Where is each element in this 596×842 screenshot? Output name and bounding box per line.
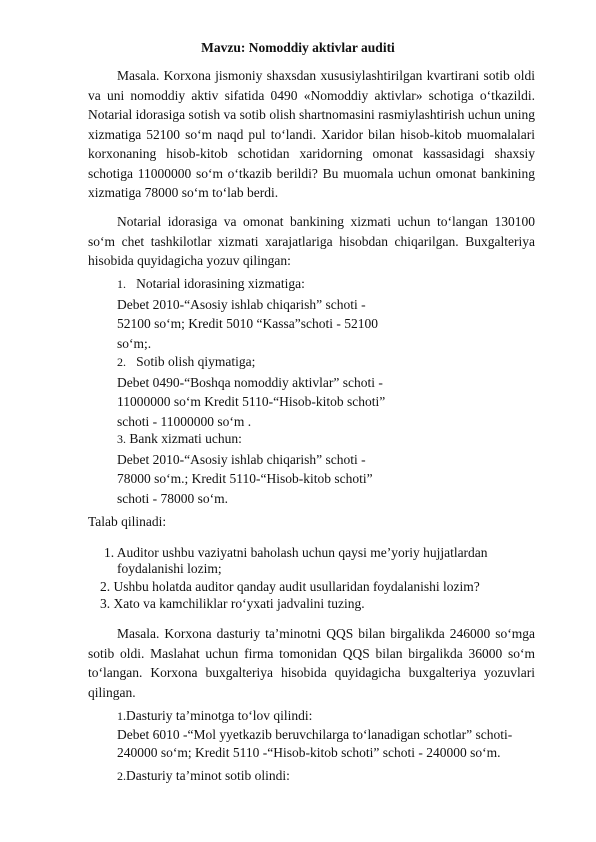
second-entry-2-number: 2. <box>117 769 126 783</box>
task-heading: Talab qilinadi: <box>88 514 167 529</box>
task-item-2: 2. Ushbu holatda auditor qanday audit usullaridan foydalanishi lozim? <box>100 579 480 594</box>
entry-3 <box>117 429 373 508</box>
second-entry-1 <box>117 706 512 762</box>
second-entry-1-line: 240000 so‘m; Kredit 5110 -“Hisob-kitob schoti” schoti - 240000 so‘m. <box>117 744 501 760</box>
problem-paragraph-1: Masala. Korxona jismoniy shaxsdan xususiylashtirilgan kvartirani sotib oldi va uni nomoddiy aktiv sifatida 0490 «Nomoddiy aktivlar» schotiga o‘tkazildi. Notarial idorasiga sotish va sotib olish shartnomasini rasmiylashtirish uchun uning xizmatiga 52100 so‘m naqd pul to‘landi. Xaridor bilan hisob-kitob muomalalari korxonaning hisob-kitob schotidan xaridorning omonat kassasidagi shaxsiy schotiga 11000000 so‘m o‘tkazib berildi? Bu muomala uchun omonat bankining xizmatiga 78000 so‘m to‘lab berdi. <box>88 68 535 200</box>
entry-1-line: Debet 2010-“Asosiy ishlab chiqarish” schoti - <box>117 296 366 312</box>
second-entry-1-line: Debet 6010 -“Mol yyetkazib beruvchilarga to‘lanadigan schotlar” schoti- <box>117 726 513 742</box>
entry-1-heading: Notarial idorasining xizmatiga: <box>136 276 305 291</box>
problem-paragraph-2: Notarial idorasiga va omonat bankining xizmati uchun to‘langan 130100 so‘m chet tashkilotlar xizmati xarajatlariga hisobdan chiqarilgan. Buxgalteriya hisobida quyidagicha yozuv qilingan: <box>88 214 535 268</box>
entry-3-line: 78000 so‘m.; Kredit 5110-“Hisob-kitob schoti” <box>117 471 373 486</box>
second-entry-2-heading: Dasturiy ta’minot sotib olindi: <box>126 768 290 783</box>
entry-2-heading: Sotib olish qiymatiga; <box>136 354 256 369</box>
entry-3-heading: Bank xizmati uchun: <box>129 431 242 446</box>
entry-2-line: 11000000 so‘m Kredit 5110-“Hisob-kitob schoti” <box>117 394 386 409</box>
problem-paragraph-3: Masala. Korxona dasturiy ta’minotni QQS bilan birgalikda 246000 so‘mga sotib oldi. Maslahat uchun firma tomonidan QQS bilan birgalikda 36000 so‘m to‘langan. Korxona buxgalteriya hisobida quyidagicha buxgalteriya yozuvlari qilingan. <box>88 626 535 700</box>
entry-1 <box>117 274 378 353</box>
entry-1-number: 1. <box>117 277 126 291</box>
entry-1-line: so‘m;. <box>117 335 152 351</box>
entry-2-number: 2. <box>117 355 126 369</box>
page-title: Mavzu: Nomoddiy aktivlar auditi <box>201 40 395 55</box>
second-entry-1-heading: Dasturiy ta’minotga to‘lov qilindi: <box>126 708 313 723</box>
entry-3-line: Debet 2010-“Asosiy ishlab chiqarish” schoti - <box>117 451 366 467</box>
second-entry-2 <box>117 766 290 787</box>
entry-3-line: schoti - 78000 so‘m. <box>117 490 228 506</box>
task-item-1-continued: foydalanishi lozim; <box>117 561 222 576</box>
entry-2-line: Debet 0490-“Boshqa nomoddiy aktivlar” schoti - <box>117 374 383 390</box>
entry-2 <box>117 352 385 431</box>
task-item-3: 3. Xato va kamchiliklar ro‘yxati jadvalini tuzing. <box>100 596 365 611</box>
entry-2-line: schoti - 11000000 so‘m . <box>117 413 252 429</box>
entry-1-line: 52100 so‘m; Kredit 5010 “Kassa”schoti - 52100 <box>117 316 378 331</box>
entry-3-number: 3. <box>117 432 126 446</box>
task-item-1: 1. Auditor ushbu vaziyatni baholash uchun qaysi me’yoriy hujjatlardan <box>104 545 488 560</box>
second-entry-1-number: 1. <box>117 709 126 723</box>
